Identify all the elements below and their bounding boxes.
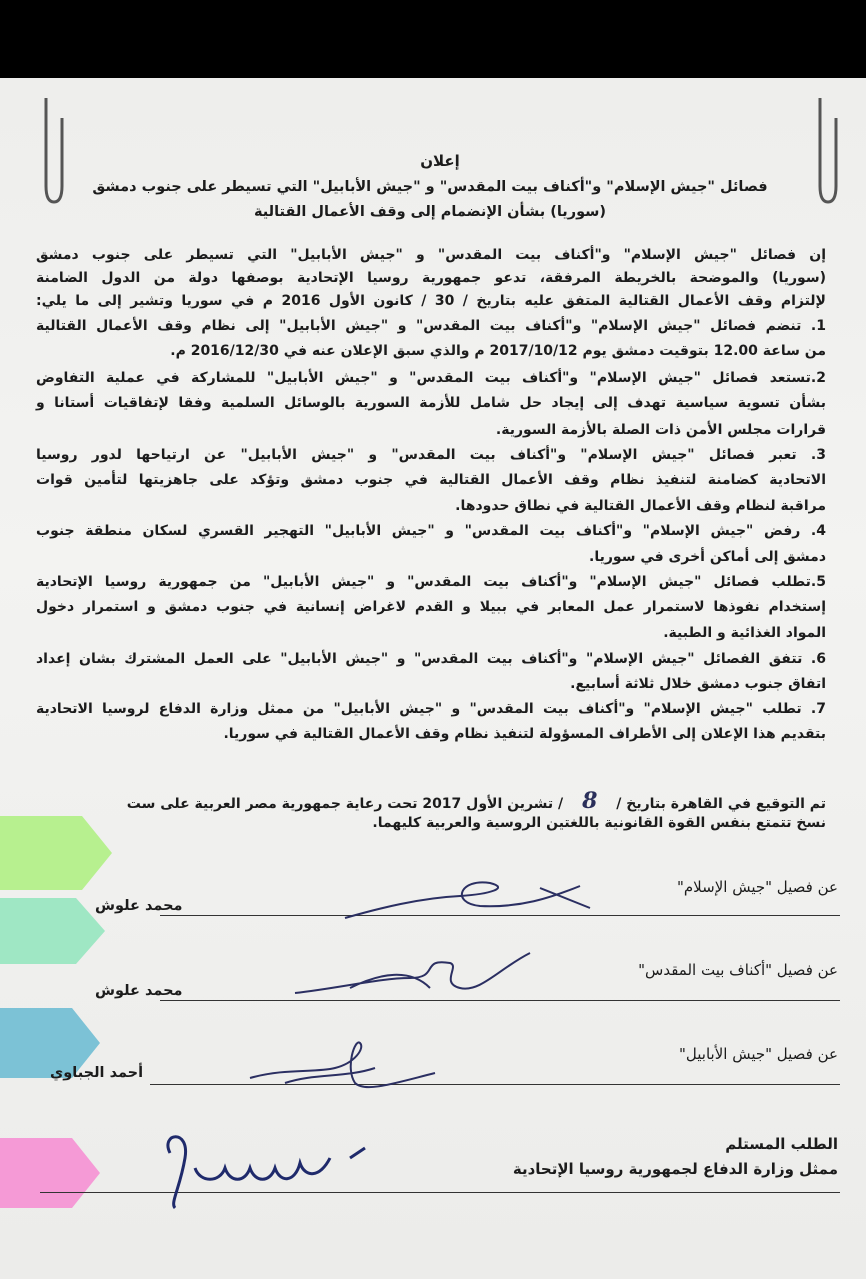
sticky-tab-pink-shape — [0, 1138, 100, 1208]
signing-day-handwritten: 8 — [582, 788, 598, 814]
signatory-name-1: محمد علوش — [95, 898, 183, 914]
sticky-tab-mint — [0, 898, 105, 964]
signing-statement-start: تم التوقيع في القاهرة بتاريخ / — [616, 796, 826, 812]
recipient-label: الطلب المستلم — [725, 1135, 838, 1153]
body-line: 7. تطلب "جيش الإسلام" و"أكناف بيت المقدس" و "جيش الأبابيل" من ممثل وزارة الدفاع لروسيا الاتحادية — [36, 701, 826, 717]
document-subtitle-line-2: (سوريا) بشأن الإنضمام إلى وقف الأعمال القتالية — [253, 204, 607, 220]
body-line: الاتحادية كضامنة لتنفيذ نظام وقف الأعمال القتالية في جنوب دمشق وتؤكد على جاهزيتها لتأمين قوات — [36, 472, 826, 488]
body-line: من ساعة 12.00 بتوقيت دمشق يوم 2017/10/12 م والذي سبق الإعلان عنه في 2016/12/30 م. — [170, 343, 826, 359]
signing-statement-line-2: نسخ تتمتع بنفس القوة القانونية باللغتين الروسية والعربية كليهما. — [372, 815, 826, 831]
body-line: 6. تتفق الفصائل "جيش الإسلام" و"أكناف بيت المقدس" و "جيش الأبابيل" على العمل المشترك بشان إعداد — [36, 651, 826, 667]
recipient-title: ممثل وزارة الدفاع لجمهورية روسيا الإتحادية — [512, 1160, 838, 1178]
signature-mark-2 — [290, 948, 550, 1008]
body-line: إستخدام نفوذها لاستمرار عمل المعابر في ببيلا و القدم لاغراض إنسانية في جنوب دمشق و استمرار دخول — [36, 599, 826, 615]
sticky-tab-green-shape — [0, 816, 112, 890]
document-page — [0, 78, 866, 1279]
signing-statement-line-1 — [36, 790, 826, 812]
signature-mark-4 — [150, 1128, 390, 1218]
signatory-name-3: أحمد الجباوي — [50, 1065, 144, 1081]
body-line: لإلتزام وقف الأعمال القتالية المتفق عليه بتاريخ / 30 / كانون الأول 2016 م في سوريا وتشير إلى ما يلي: — [36, 293, 826, 309]
body-line: إن فصائل "جيش الإسلام" و"أكناف بيت المقدس" و "جيش الأبابيل" التي تسيطر على جنوب دمشق — [36, 247, 826, 263]
body-line: 1. تنضم فصائل "جيش الإسلام" و"أكناف بيت المقدس" و "جيش الأبابيل" إلى نظام وقف الأعمال القتالية — [36, 318, 826, 334]
top-black-bar — [0, 0, 866, 78]
signatory-name-2: محمد علوش — [95, 983, 183, 999]
body-line: 3. تعبر فصائل "جيش الإسلام" و"أكناف بيت المقدس" و "جيش الأبابيل" عن ارتياحها لدور روسيا — [36, 447, 826, 463]
body-line: 2.تستعد فصائل "جيش الإسلام" و"أكناف بيت المقدس" و "جيش الأبابيل" للمشاركة في عملية التفاوض — [36, 370, 826, 386]
body-line: 4. رفض "جيش الإسلام" و"أكناف بيت المقدس" و "جيش الأبابيل" التهجير القسري لسكان منطقة جنوب — [36, 523, 826, 539]
body-line: المواد الغذائية و الطبية. — [663, 625, 826, 641]
body-line: 5.تطلب فصائل "جيش الإسلام" و"أكناف بيت المقدس" و "جيش الأبابيل" من جمهورية روسيا الإتحادية — [36, 574, 826, 590]
signature-mark-1 — [340, 878, 600, 928]
body-line: (سوريا) والموضحة بالخريطة المرفقة، تدعو جمهورية روسيا الإتحادية بوصفها دولة من الدول الضامنة — [36, 270, 826, 286]
body-line: دمشق إلى أماكن أخرى في سوريا. — [589, 549, 826, 565]
body-line: اتفاق جنوب دمشق خلال ثلاثة أسابيع. — [570, 676, 826, 692]
body-line: بتقديم هذا الإعلان إلى الأطراف المسؤولة لتنفيذ نظام وقف الأعمال القتالية في سوريا. — [223, 726, 826, 742]
signatory-faction-3: عن فصيل "جيش الأبابيل" — [679, 1045, 838, 1063]
document-heading: إعلان — [420, 152, 460, 170]
signatory-faction-1: عن فصيل "جيش الإسلام" — [677, 878, 838, 896]
body-line: قرارات مجلس الأمن ذات الصلة بالأزمة السورية. — [495, 422, 826, 438]
sticky-tab-mint-shape — [0, 898, 105, 964]
sticky-tab-pink — [0, 1138, 100, 1208]
document-subtitle-line-1: فصائل "جيش الإسلام" و"أكناف بيت المقدس" و "جيش الأبابيل" التي تسيطر على جنوب دمشق — [92, 179, 768, 195]
signing-statement-end: / تشرين الأول 2017 تحت رعاية جمهورية مصر العربية على ست — [126, 796, 564, 812]
signatory-faction-2: عن فصيل "أكناف بيت المقدس" — [638, 961, 838, 979]
signature-mark-3 — [245, 1038, 445, 1098]
body-line: بشأن تسوية سياسية تهدف إلى إيجاد حل شامل للأزمة السورية بالوسائل السلمية وفقا لإتفاقيات أستانا و — [36, 395, 826, 411]
body-line: مراقبة لنظام وقف الأعمال القتالية في نطاق حدودها. — [455, 498, 826, 514]
sticky-tab-green — [0, 816, 112, 890]
